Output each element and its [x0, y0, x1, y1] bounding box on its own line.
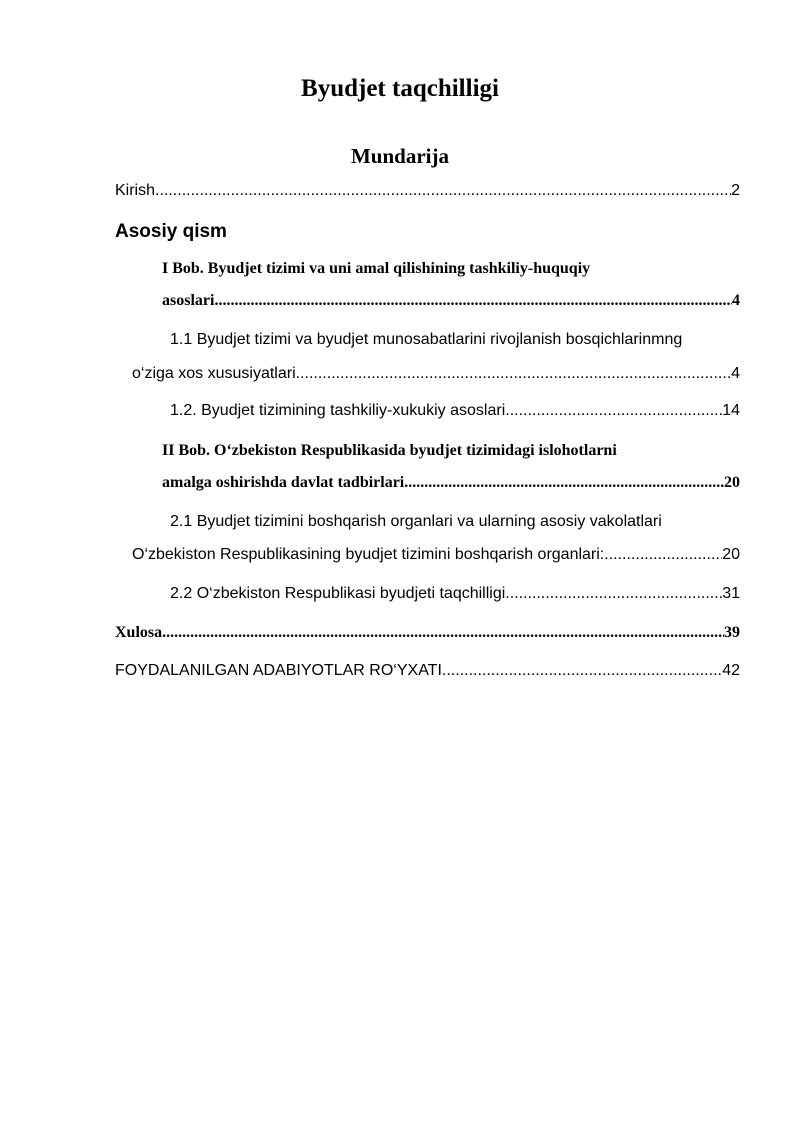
toc-entry-label: FOYDALANILGAN ADABIYOTLAR RO‘YXATI: [115, 662, 442, 679]
dot-leader: [214, 291, 732, 311]
toc-entry-label: Xulosa: [115, 624, 163, 641]
toc-entry-section2-2[interactable]: [170, 584, 740, 604]
dot-leader: [505, 401, 722, 421]
dot-leader: [404, 473, 724, 493]
toc-entry-label: O‘zbekiston Respublikasining byudjet tizimini boshqarish organlari:: [132, 546, 605, 563]
toc-entry-label: 2.2 O‘zbekiston Respublikasi byudjeti taqchilligi: [170, 585, 506, 602]
toc-entry-section2-1[interactable]: [132, 545, 740, 565]
dot-leader: [604, 545, 722, 565]
dot-leader: [155, 181, 731, 201]
toc-chapter1-line1[interactable]: I Bob. Byudjet tizimi va uni amal qilishining tashkiliy-huquqiy: [162, 260, 591, 277]
toc-entry-chapter1[interactable]: [162, 291, 740, 311]
toc-section1-1-line1[interactable]: 1.1 Byudjet tizimi va byudjet munosabatlarini rivojlanish bosqichlarinmng: [170, 331, 683, 348]
toc-entry-label: o‘ziga xos xususiyatlari: [132, 365, 296, 382]
toc-entry-conclusion[interactable]: [115, 623, 740, 643]
toc-page-number: 4: [732, 292, 740, 309]
dot-leader: [442, 661, 722, 681]
toc-entry-intro[interactable]: [115, 181, 740, 201]
toc-entry-label: Kirish: [115, 182, 156, 199]
toc-page-number: 42: [722, 662, 740, 679]
document-title: Byudjet taqchilligi: [301, 75, 499, 102]
toc-page-number: 14: [722, 402, 740, 419]
toc-page-number: 39: [724, 624, 740, 641]
toc-entry-references[interactable]: [115, 661, 740, 681]
toc-page-number: 31: [722, 585, 740, 602]
toc-page-number: 20: [722, 546, 740, 563]
toc-heading: Mundarija: [350, 144, 449, 168]
toc-entry-section1-2[interactable]: [170, 401, 740, 421]
toc-entry-label: amalga oshirishda davlat tadbirlari: [162, 474, 405, 491]
toc-section2-1-line1[interactable]: 2.1 Byudjet tizimini boshqarish organlari va ularning asosiy vakolatlari: [170, 513, 662, 530]
toc-entry-section1-1[interactable]: [132, 364, 740, 384]
dot-leader: [162, 623, 724, 643]
toc-entry-label: asoslari: [162, 292, 215, 309]
main-part-heading: Asosiy qism: [115, 221, 227, 242]
toc-page-number: 20: [724, 474, 740, 491]
toc-entry-chapter2[interactable]: [162, 473, 740, 493]
dot-leader: [296, 364, 731, 384]
toc-page-number: 2: [731, 182, 740, 199]
toc-page-number: 4: [731, 365, 740, 382]
toc-entry-label: 1.2. Byudjet tizimining tashkiliy-xukukiy asoslari: [170, 402, 506, 419]
dot-leader: [505, 584, 722, 604]
toc-chapter2-line1[interactable]: II Bob. O‘zbekiston Respublikasida byudjet tizimidagi islohotlarni: [162, 442, 617, 459]
